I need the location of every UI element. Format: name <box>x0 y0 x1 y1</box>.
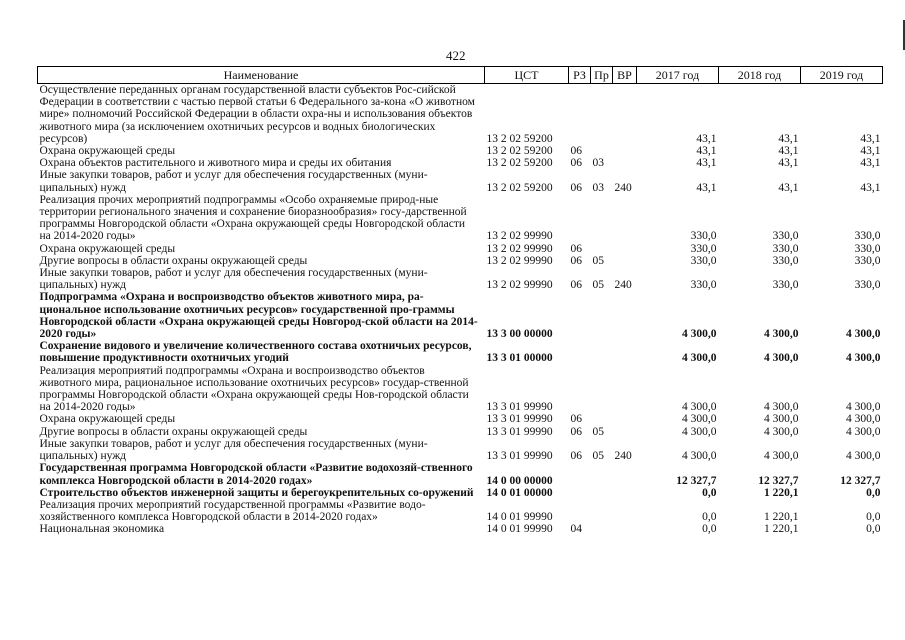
row-name: Строительство объектов инженерной защиты и берегоукрепительных со-оружений <box>39 486 474 499</box>
table-row <box>38 169 883 193</box>
row-rz: 04 <box>570 523 582 536</box>
row-name: Реализация мероприятий подпрограммы «Охрана и воспроизводство объектов животного мира, рациональное использование охотничьих ресурсов» государ-ственной программы Новгородской области «Охрана окружающей среды Нов-городской области на 2014-2020 годы» <box>39 364 469 414</box>
row-vr <box>613 426 637 438</box>
row-pr <box>591 487 613 499</box>
page-number: 422 <box>446 48 466 63</box>
header-cst: ЦСТ <box>485 67 569 84</box>
header-rz: РЗ <box>569 67 591 84</box>
row-2017: 0,0 <box>702 523 717 536</box>
row-name: Охрана окружающей среды <box>39 242 176 255</box>
row-rz: 06 <box>570 254 582 267</box>
row-vr <box>613 145 637 157</box>
row-rz <box>569 194 591 243</box>
row-pr <box>591 145 613 157</box>
table-row <box>38 523 883 535</box>
header-pr: Пр <box>591 67 613 84</box>
row-cst: 13 2 02 59200 <box>486 145 553 158</box>
row-cst: 13 2 02 99990 <box>486 230 553 243</box>
table-row <box>38 413 883 425</box>
row-pr <box>591 413 613 425</box>
row-2018: 4 300,0 <box>764 413 799 426</box>
row-2018: 330,0 <box>772 230 799 243</box>
row-2018: 330,0 <box>772 279 799 292</box>
row-name: Государственная программа Новгородской области «Развитие водохозяй-ственного комплекса Новгородской области в 2014-2020 годах» <box>39 462 473 487</box>
row-vr <box>613 84 637 146</box>
table-row <box>38 365 883 414</box>
row-2018: 12 327,7 <box>758 474 799 487</box>
row-2018: 4 300,0 <box>764 328 799 341</box>
row-name: Осуществление переданных органам государственной власти субъектов Рос-сийской Федерации в соответствии с частью первой статьи 6 Федерального за-кона «О животном мире» полномочий Российской Федерации в области охра-ны и использования объектов животного мира (за исключением охотничьих ресурсов и водных биологических ресурсов) <box>39 84 475 145</box>
budget-table <box>37 66 883 536</box>
row-vr: 240 <box>614 181 632 194</box>
table-row <box>38 255 883 267</box>
row-name: Реализация прочих мероприятий государственной программы «Развитие водо-хозяйственного комплекса Новгородской области в 2014-2020 годах» <box>39 498 426 524</box>
header-2017: 2017 год <box>637 67 719 84</box>
table-row <box>38 267 883 291</box>
row-pr <box>591 243 613 255</box>
table-row <box>38 487 883 499</box>
row-name: Иные закупки товаров, работ и услуг для обеспечения государственных (муни-ципальных) нужд <box>39 267 428 292</box>
row-2019: 330,0 <box>854 279 881 292</box>
table-row <box>38 157 883 169</box>
row-2017: 4 300,0 <box>682 401 717 414</box>
row-2018: 330,0 <box>772 254 799 267</box>
row-2019: 4 300,0 <box>846 413 881 426</box>
row-cst: 13 3 01 99990 <box>486 450 553 463</box>
header-2019: 2019 год <box>801 67 883 84</box>
row-2017: 4 300,0 <box>682 328 717 341</box>
row-rz: 06 <box>570 450 582 463</box>
row-rz <box>569 499 591 523</box>
row-name: Реализация прочих мероприятий подпрограммы «Особо охраняемые природ-ные территории регионального значения и сохранение биоразнообразия» госу-дарственной программы Новгородской области «Охрана окружающей среды Новгородской области на 2014-2020 годы» <box>39 193 467 243</box>
row-cst: 13 2 02 59200 <box>486 181 553 194</box>
row-2019: 330,0 <box>854 242 881 255</box>
row-2018: 4 300,0 <box>764 450 799 463</box>
row-2018: 43,1 <box>778 145 799 158</box>
row-pr: 05 <box>592 425 604 438</box>
row-cst: 14 0 01 99990 <box>486 523 553 536</box>
row-name: Национальная экономика <box>39 523 165 536</box>
row-2017: 330,0 <box>690 279 717 292</box>
row-2017: 4 300,0 <box>682 450 717 463</box>
row-cst: 14 0 00 00000 <box>486 474 553 487</box>
row-rz: 06 <box>570 145 582 158</box>
row-cst: 14 0 01 99990 <box>486 511 553 524</box>
row-pr <box>591 291 613 340</box>
row-rz: 06 <box>570 425 582 438</box>
row-2017: 330,0 <box>690 254 717 267</box>
row-2019: 43,1 <box>860 145 881 158</box>
row-cst: 13 3 01 99990 <box>486 401 553 414</box>
row-2017: 330,0 <box>690 230 717 243</box>
row-vr <box>613 243 637 255</box>
header-2018: 2018 год <box>719 67 801 84</box>
row-pr <box>591 365 613 414</box>
row-cst: 14 0 01 00000 <box>486 486 553 499</box>
row-rz <box>569 365 591 414</box>
row-rz <box>569 340 591 364</box>
row-pr: 03 <box>592 181 604 194</box>
row-vr <box>613 291 637 340</box>
row-vr <box>613 487 637 499</box>
row-2017: 0,0 <box>702 511 717 524</box>
row-vr <box>613 340 637 364</box>
row-name: Иные закупки товаров, работ и услуг для обеспечения государственных (муни-ципальных) нужд <box>39 169 428 194</box>
row-2017: 4 300,0 <box>682 413 717 426</box>
row-2018: 43,1 <box>778 157 799 170</box>
row-2017: 0,0 <box>702 486 717 499</box>
row-cst: 13 2 02 59200 <box>486 157 553 170</box>
table-row <box>38 84 883 146</box>
row-pr <box>591 84 613 146</box>
row-cst: 13 3 01 00000 <box>486 352 553 365</box>
row-name: Другие вопросы в области охраны окружающей среды <box>39 425 308 438</box>
table-row <box>38 291 883 340</box>
row-2019: 43,1 <box>860 132 881 145</box>
row-pr <box>591 462 613 486</box>
row-2018: 1 220,1 <box>764 511 799 524</box>
row-2017: 43,1 <box>696 181 717 194</box>
row-2019: 330,0 <box>854 230 881 243</box>
row-name: Охрана объектов растительного и животного мира и среды их обитания <box>39 157 392 170</box>
row-2018: 43,1 <box>778 132 799 145</box>
row-2019: 43,1 <box>860 181 881 194</box>
row-2019: 0,0 <box>866 486 881 499</box>
row-rz: 06 <box>570 157 582 170</box>
row-2017: 43,1 <box>696 145 717 158</box>
row-pr <box>591 340 613 364</box>
row-pr: 05 <box>592 279 604 292</box>
table-row <box>38 340 883 364</box>
row-pr: 05 <box>592 450 604 463</box>
row-rz: 06 <box>570 242 582 255</box>
row-vr <box>613 365 637 414</box>
row-cst: 13 3 00 00000 <box>486 328 553 341</box>
row-cst: 13 3 01 99990 <box>486 425 553 438</box>
table-row <box>38 145 883 157</box>
row-vr <box>613 255 637 267</box>
table-row <box>38 438 883 462</box>
row-2018: 43,1 <box>778 181 799 194</box>
row-2017: 12 327,7 <box>676 474 717 487</box>
row-2019: 330,0 <box>854 254 881 267</box>
table-row <box>38 194 883 243</box>
row-cst: 13 2 02 99990 <box>486 242 553 255</box>
row-name: Сохранение видового и увеличение количественного состава охотничьих ресурсов, повышение продуктивности охотничьих угодий <box>39 340 472 365</box>
row-2017: 43,1 <box>696 157 717 170</box>
table-row <box>38 243 883 255</box>
table-header-row <box>38 67 883 84</box>
row-vr <box>613 523 637 535</box>
row-vr <box>613 157 637 169</box>
row-2019: 0,0 <box>866 523 881 536</box>
row-rz: 06 <box>570 279 582 292</box>
row-rz <box>569 462 591 486</box>
row-2019: 0,0 <box>866 511 881 524</box>
row-name: Подпрограмма «Охрана и воспроизводство объектов животного мира, ра-циональное использование охотничьих ресурсов» государственной про-граммы Новгородской области «Охрана окружающей среды Новгород-ской области на 2014-2020 годы» <box>39 291 478 341</box>
row-vr: 240 <box>614 279 632 292</box>
row-cst: 13 3 01 99990 <box>486 413 553 426</box>
row-2019: 4 300,0 <box>846 352 881 365</box>
row-pr <box>591 194 613 243</box>
row-vr: 240 <box>614 450 632 463</box>
row-vr <box>613 462 637 486</box>
row-2019: 12 327,7 <box>840 474 881 487</box>
row-cst: 13 2 02 99990 <box>486 279 553 292</box>
header-vr: ВР <box>613 67 637 84</box>
row-rz: 06 <box>570 413 582 426</box>
row-pr: 05 <box>592 254 604 267</box>
row-rz <box>569 84 591 146</box>
row-2018: 330,0 <box>772 242 799 255</box>
row-2019: 4 300,0 <box>846 401 881 414</box>
row-pr <box>591 523 613 535</box>
row-name: Иные закупки товаров, работ и услуг для обеспечения государственных (муни-ципальных) нужд <box>39 437 428 463</box>
row-2018: 1 220,1 <box>764 486 799 499</box>
row-2019: 43,1 <box>860 157 881 170</box>
header-name: Наименование <box>38 67 485 84</box>
row-2018: 4 300,0 <box>764 401 799 414</box>
row-2018: 1 220,1 <box>764 523 799 536</box>
table-row <box>38 426 883 438</box>
row-name: Охрана окружающей среды <box>39 145 176 158</box>
row-2019: 4 300,0 <box>846 425 881 438</box>
row-pr <box>591 499 613 523</box>
row-2017: 43,1 <box>696 132 717 145</box>
row-2018: 4 300,0 <box>764 425 799 438</box>
row-2019: 4 300,0 <box>846 328 881 341</box>
row-vr <box>613 194 637 243</box>
row-rz <box>569 291 591 340</box>
row-2018: 4 300,0 <box>764 352 799 365</box>
table-row <box>38 499 883 523</box>
row-2017: 330,0 <box>690 242 717 255</box>
row-cst: 13 2 02 59200 <box>486 132 553 145</box>
row-name: Охрана окружающей среды <box>39 413 176 426</box>
row-vr <box>613 413 637 425</box>
row-name: Другие вопросы в области охраны окружающей среды <box>39 254 308 267</box>
row-pr: 03 <box>592 157 604 170</box>
row-2017: 4 300,0 <box>682 425 717 438</box>
row-2019: 4 300,0 <box>846 450 881 463</box>
row-vr <box>613 499 637 523</box>
row-2017: 4 300,0 <box>682 352 717 365</box>
row-cst: 13 2 02 99990 <box>486 254 553 267</box>
row-rz <box>569 487 591 499</box>
table-row <box>38 462 883 486</box>
row-rz: 06 <box>570 181 582 194</box>
